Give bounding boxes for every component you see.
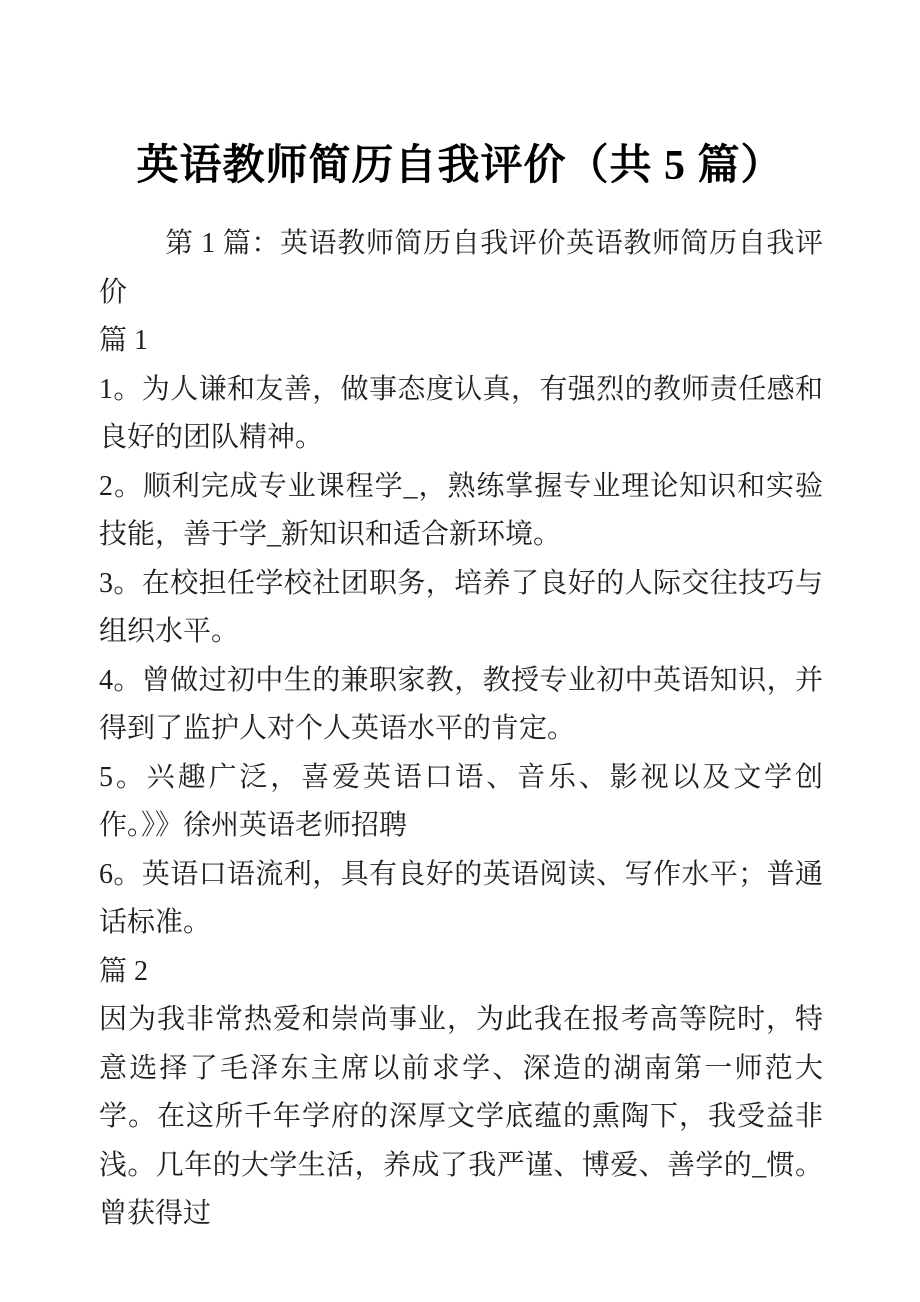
paragraph-item-5: 5。兴趣广泛，喜爱英语口语、音乐、影视以及文学创作。》》徐州英语老师招聘 [99, 761, 823, 841]
paragraph-item-1: 1。为人谦和友善，做事态度认真，有强烈的教师责任感和良好的团队精神。 [99, 373, 823, 453]
paragraph-item-6: 6。英语口语流利，具有良好的英语阅读、写作水平；普通话标准。 [99, 858, 823, 938]
paragraph-part2-body: 因为我非常热爱和崇尚事业，为此我在报考高等院时，特意选择了毛泽东主席以前求学、深造的湖南第一师范大学。在这所千年学府的深厚文学底蕴的熏陶下，我受益非浅。几年的大学生活，养成了我严谨、博爱、善学的_惯。曾获得过 [99, 1004, 823, 1229]
paragraph-heading-section1: 第 1 篇：英语教师简历自我评价英语教师简历自我评价 [99, 228, 823, 308]
document-body [99, 220, 823, 1239]
document-title: 英语教师简历自我评价（共 5 篇） [136, 143, 784, 189]
paragraph-item-4: 4。曾做过初中生的兼职家教，教授专业初中英语知识，并得到了监护人对个人英语水平的肯定。 [99, 664, 823, 744]
paragraph-part1-label: 篇 1 [99, 325, 149, 356]
paragraph-item-2: 2。顺利完成专业课程学_，熟练掌握专业理论知识和实验技能，善于学_新知识和适合新环境。 [99, 470, 823, 550]
paragraph-item-3: 3。在校担任学校社团职务，培养了良好的人际交往技巧与组织水平。 [99, 567, 823, 647]
paragraph-part2-label: 篇 2 [99, 955, 149, 987]
